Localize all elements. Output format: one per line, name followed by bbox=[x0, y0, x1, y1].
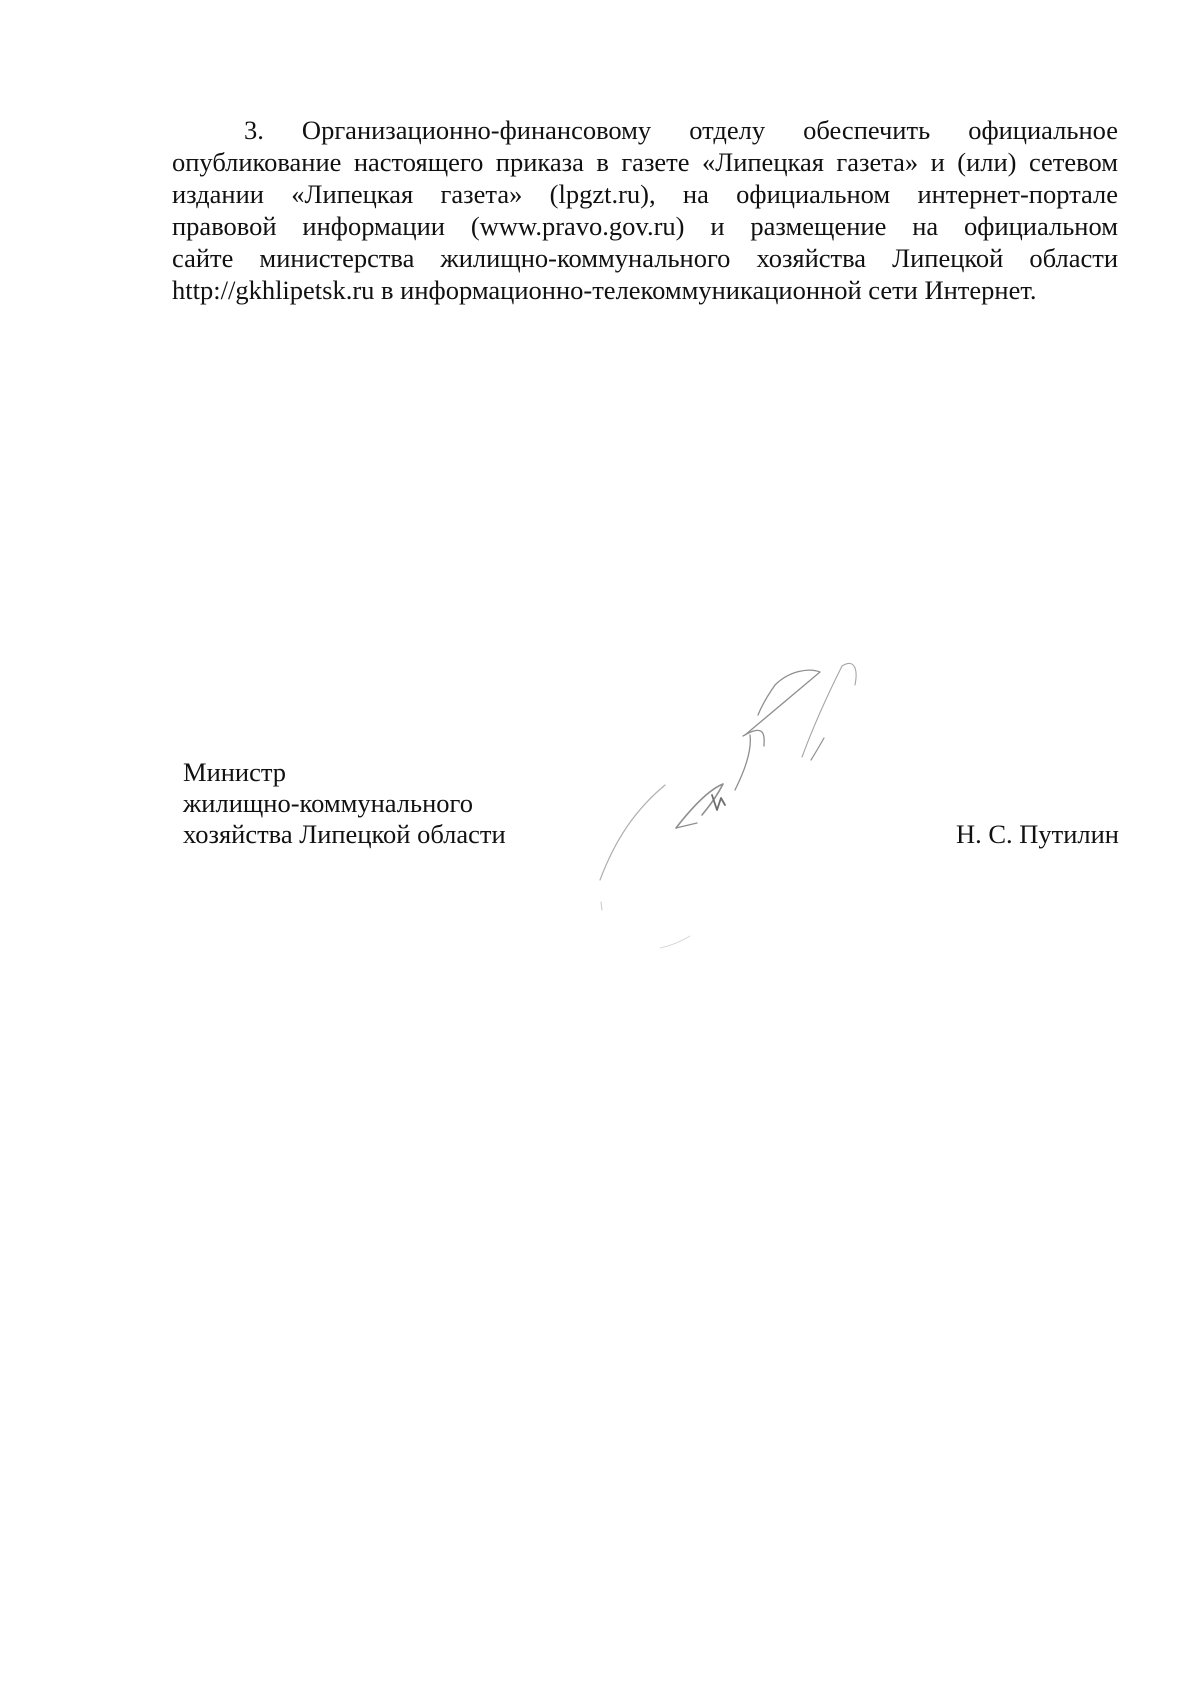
paragraph-3 bbox=[172, 114, 1118, 306]
signer-position-line: Министр bbox=[183, 757, 287, 787]
paragraph-line: правовой информации (www.pravo.gov.ru) и размещение на официальном bbox=[172, 211, 1118, 241]
paragraph-line: издании «Липецкая газета» (lpgzt.ru), на официальном интернет-портале bbox=[172, 179, 1118, 209]
signer-position-line: жилищно-коммунального bbox=[183, 788, 473, 818]
signer-name: Н. С. Путилин bbox=[955, 819, 1119, 849]
signature-block bbox=[183, 757, 1119, 850]
paragraph-line: http://gkhlipetsk.ru в информационно-телекоммуникационной сети Интернет. bbox=[172, 275, 1037, 305]
paragraph-line: опубликование настоящего приказа в газете «Липецкая газета» и (или) сетевом bbox=[172, 147, 1118, 177]
paragraph-line: сайте министерства жилищно-коммунального хозяйства Липецкой области bbox=[172, 243, 1118, 273]
paragraph-line: 3. Организационно-финансовому отделу обеспечить официальное bbox=[244, 115, 1118, 145]
signer-position-line: хозяйства Липецкой области bbox=[183, 819, 506, 849]
